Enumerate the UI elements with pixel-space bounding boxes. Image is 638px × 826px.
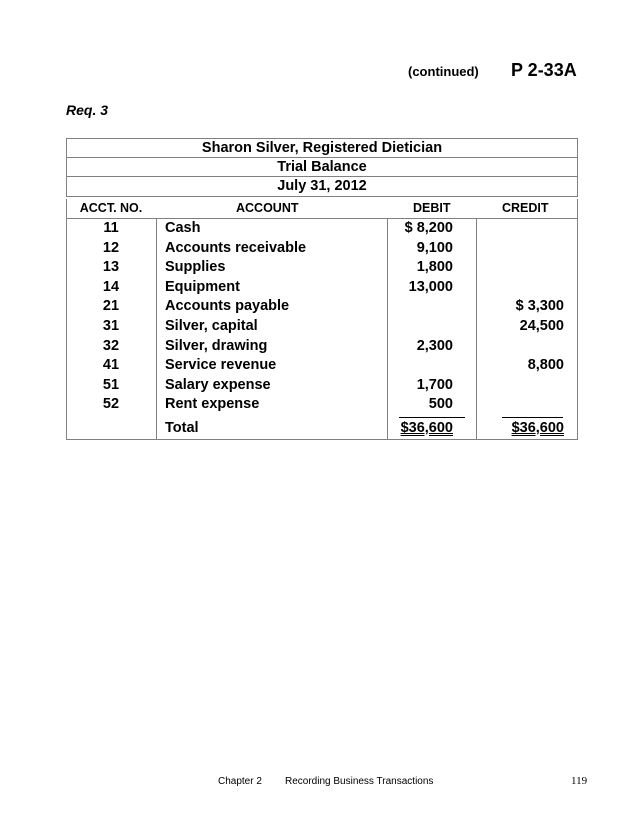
account-cell: Accounts receivable [165, 239, 307, 256]
statement-title: Trial Balance [66, 157, 578, 177]
col-debit: DEBIT [413, 201, 451, 215]
credit-cell: $ 3,300 [515, 298, 564, 315]
debit-cell: 2,300 [416, 337, 453, 354]
statement-date: July 31, 2012 [66, 176, 578, 197]
debit-cell: 9,100 [416, 239, 453, 256]
account-cell: Accounts payable [165, 298, 290, 315]
account-cell: Silver, drawing [165, 337, 268, 354]
acct-no-cell: 32 [102, 337, 120, 354]
account-cell: Supplies [165, 259, 226, 276]
credit-cell: 24,500 [519, 318, 564, 334]
debit-cell: 13,000 [408, 278, 453, 295]
acct-no-cell: 14 [102, 278, 120, 295]
debit-cell: $ 8,200 [404, 220, 453, 236]
total-debit: $36,600 [400, 420, 453, 436]
debit-subtotal-rule [399, 417, 465, 418]
col-credit: CREDIT [502, 201, 549, 215]
grid-line [66, 439, 578, 440]
footer-chapter-title: Recording Business Transactions [285, 776, 434, 787]
table-row [66, 239, 578, 258]
table-row [66, 258, 578, 277]
acct-no-cell: 31 [102, 318, 120, 334]
account-cell: Salary expense [165, 376, 271, 393]
total-row [66, 419, 578, 438]
account-cell: Equipment [165, 278, 240, 295]
debit-cell: 500 [428, 396, 453, 413]
col-acct-no: ACCT. NO. [79, 201, 143, 215]
col-account: ACCOUNT [236, 201, 299, 215]
table-row [66, 356, 578, 375]
table-row [66, 219, 578, 238]
credit-subtotal-rule [502, 417, 563, 418]
table-row [66, 278, 578, 297]
table-row [66, 395, 578, 414]
account-cell: Service revenue [165, 357, 277, 374]
page-number: 119 [571, 775, 588, 787]
table-row [66, 337, 578, 356]
account-cell: Rent expense [165, 396, 260, 413]
table-row [66, 297, 578, 316]
credit-cell: 8,800 [527, 357, 564, 374]
trial-balance-table [66, 138, 578, 440]
table-row [66, 376, 578, 395]
account-cell: Cash [165, 220, 201, 236]
account-cell: Silver, capital [165, 318, 258, 334]
acct-no-cell: 21 [102, 298, 120, 315]
footer-chapter: Chapter 2 [218, 776, 262, 787]
total-label: Total [165, 420, 199, 436]
acct-no-cell: 51 [102, 376, 120, 393]
column-header-row [66, 199, 578, 218]
table-row [66, 317, 578, 336]
total-credit: $36,600 [511, 420, 564, 436]
acct-no-cell: 13 [102, 259, 120, 276]
debit-cell: 1,700 [416, 376, 453, 393]
problem-id: P 2-33A [511, 60, 577, 80]
acct-no-cell: 12 [102, 239, 120, 256]
requirement-label: Req. 3 [66, 102, 109, 118]
company-name: Sharon Silver, Registered Dietician [66, 138, 578, 158]
acct-no-cell: 41 [102, 357, 120, 374]
debit-cell: 1,800 [416, 259, 453, 276]
acct-no-cell: 11 [103, 220, 119, 236]
continued-label: (continued) [408, 64, 479, 79]
acct-no-cell: 52 [102, 396, 120, 413]
